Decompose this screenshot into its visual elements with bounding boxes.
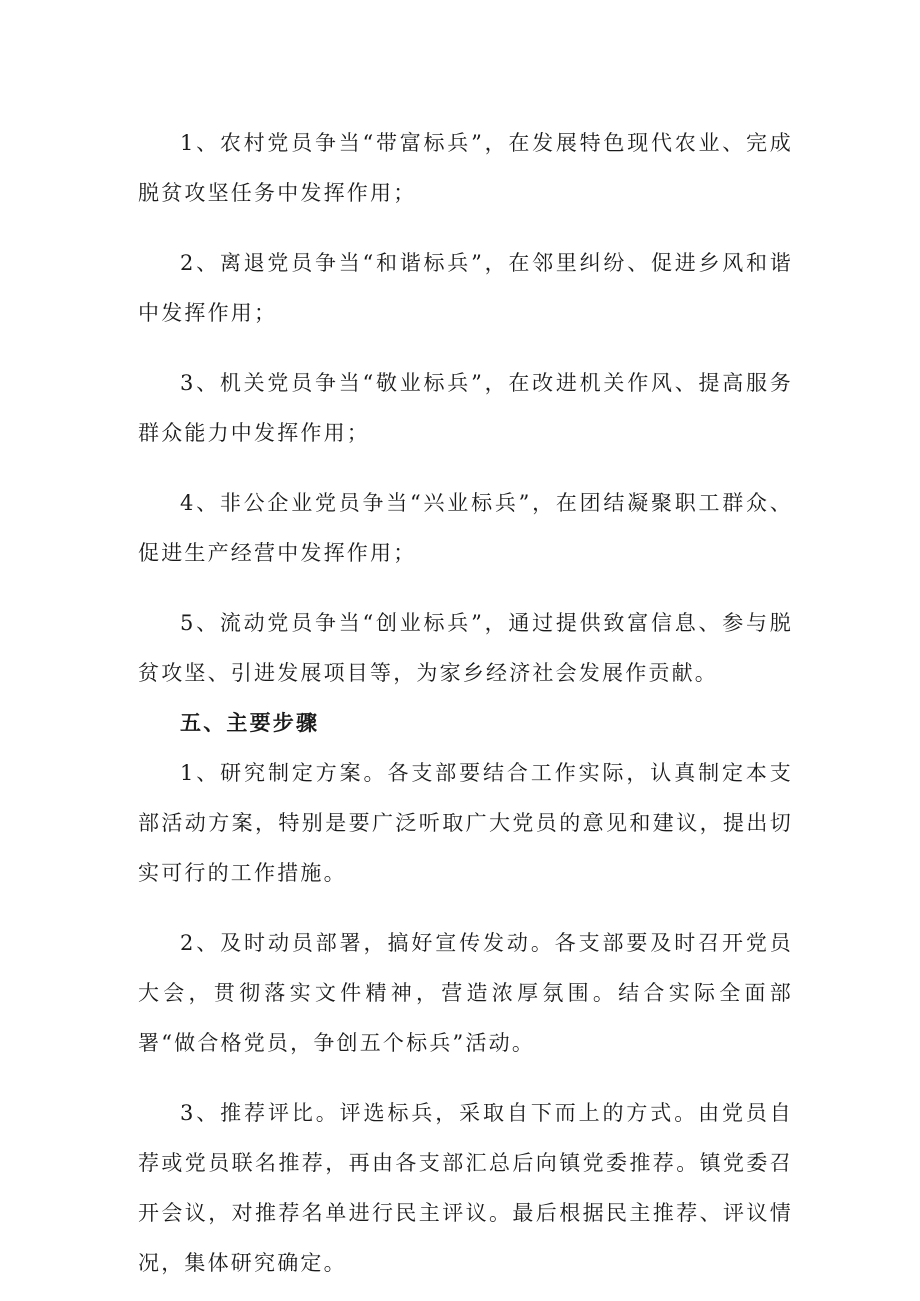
paragraph-step-mobilize: 2、及时动员部署，搞好宣传发动。各支部要及时召开党员大会，贯彻落实文件精神，营造浓厚氛围。结合实际全面部署“做合格党员，争创五个标兵”活动。 — [138, 931, 793, 1055]
paragraph-enterprise-members: 4、非公企业党员争当“兴业标兵”，在团结凝聚职工群众、促进生产经营中发挥作用； — [138, 491, 793, 565]
paragraph-step-recommend: 3、推荐评比。评选标兵，采取自下而上的方式。由党员自荐或党员联名推荐，再由各支部汇总后向镇党委推荐。镇党委召开会议，对推荐名单进行民主评议。最后根据民主推荐、评议情况，集体研究确定。 — [138, 1101, 793, 1275]
paragraph-agency-members: 3、机关党员争当“敬业标兵”，在改进机关作风、提高服务群众能力中发挥作用； — [138, 371, 793, 445]
section-heading-main-steps: 五、主要步骤 — [180, 711, 320, 735]
document-page — [138, 118, 793, 1288]
paragraph-mobile-members: 5、流动党员争当“创业标兵”，通过提供致富信息、参与脱贫攻坚、引进发展项目等，为家乡经济社会发展作贡献。 — [138, 611, 793, 685]
paragraph-retired-members: 2、离退党员争当“和谐标兵”，在邻里纠纷、促进乡风和谐中发挥作用； — [138, 251, 793, 325]
paragraph-step-plan: 1、研究制定方案。各支部要结合工作实际，认真制定本支部活动方案，特别是要广泛听取广大党员的意见和建议，提出切实可行的工作措施。 — [138, 761, 793, 885]
paragraph-rural-members: 1、农村党员争当“带富标兵”，在发展特色现代农业、完成脱贫攻坚任务中发挥作用； — [138, 131, 793, 205]
